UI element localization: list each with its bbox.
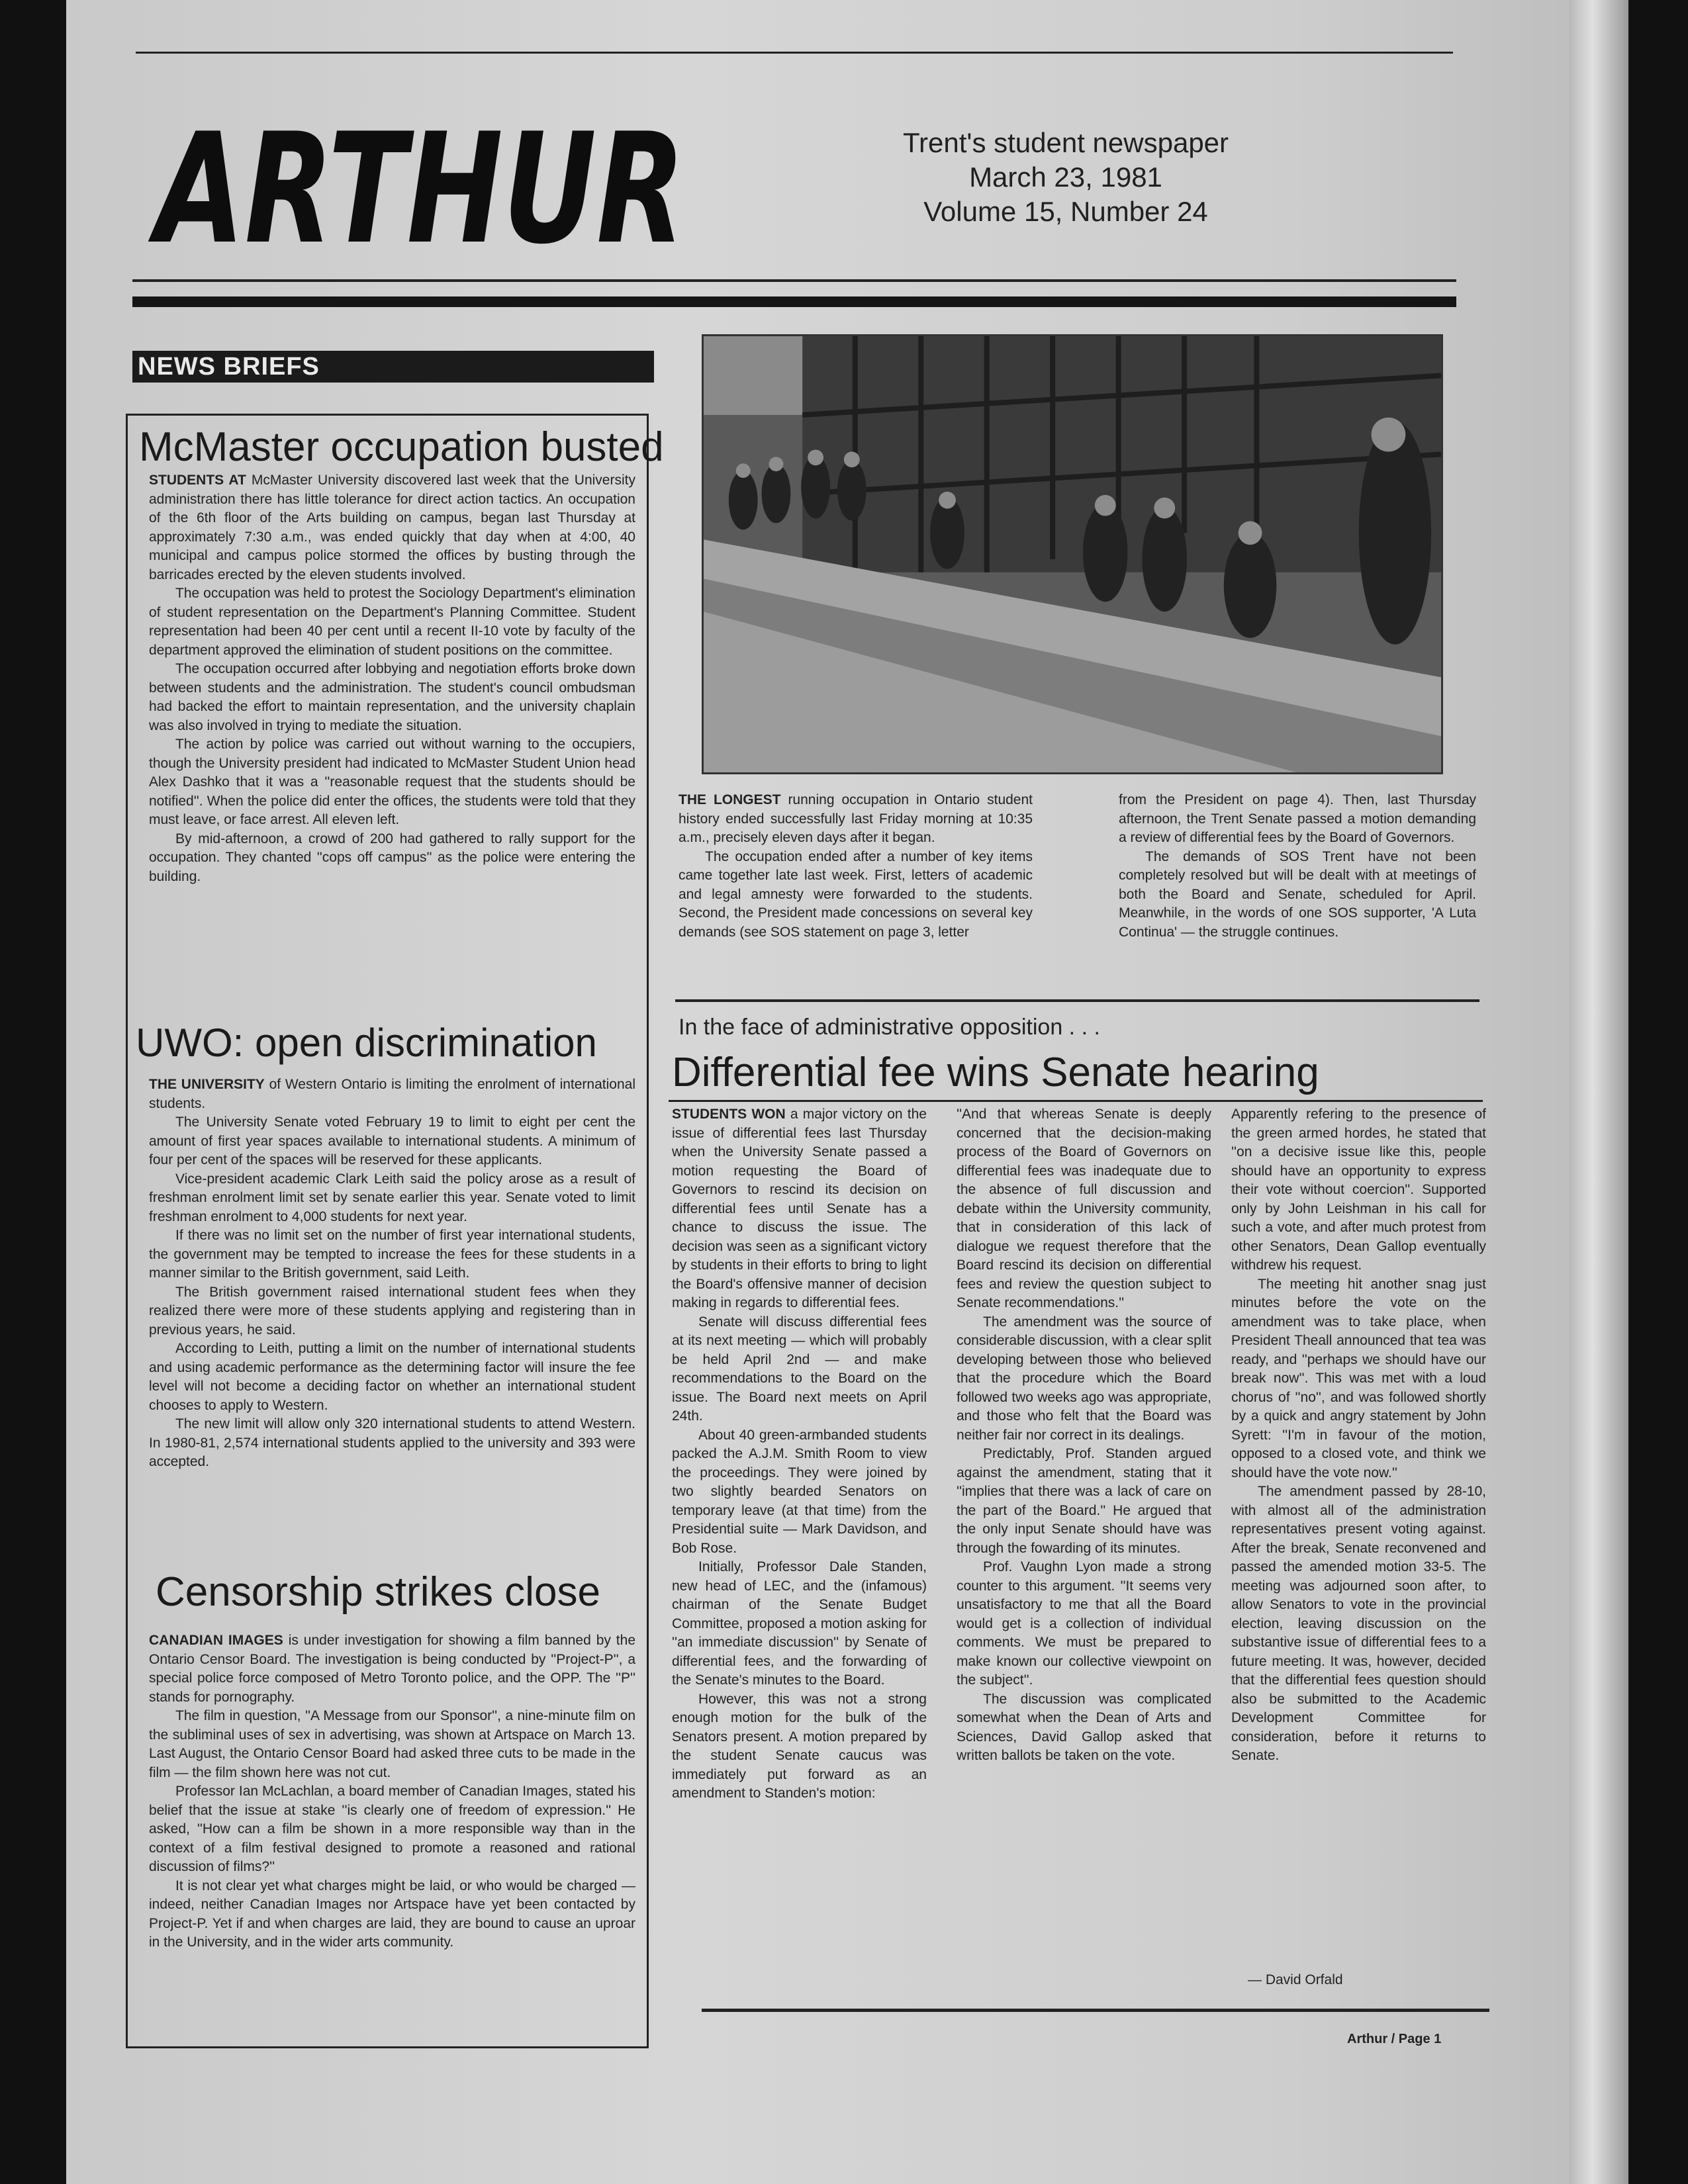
uwo-article: THE UNIVERSITY of Western Ontario is limiting the enrolment of international students. The University Senate voted February 19 to limit to eight per cent the amount of first year spaces available to international students. A minimum of four per cent of the spaces will be reserved for these applicants. Vice-president academic Clark Leith said the policy arose as a result of freshman enrolment limit set by senate earlier this year. Senate voted to limit freshman enrolment to 4,000 students for next year. If there was no limit set on the number of first year international students, the government may be tempted to increase the fees for these students in a manner similar to the British government, said Leith. The British government raised international student fees when they realized there were more of these students applying and registering than in previous years, he said. According to Leith, putting a limit on the number of international students and using academic performance as the determining factor will insure the fee level will not become a deciding factor on whether an international student chooses to apply to Western. The new limit will allow only 320 international students to attend Western. In 1980-81, 2,574 international students applied to the university and 393 were accepted. (149, 1077, 635, 1469)
news-briefs-tag: NEWS BRIEFS (132, 351, 654, 383)
bottom-rule (702, 2009, 1489, 2012)
masthead-rule-top (132, 279, 1456, 282)
caption-rule (675, 999, 1479, 1002)
censorship-article: CANADIAN IMAGES is under investigation for showing a film banned by the Ontario Censor Board. The investigation is being conducted by ''Project-P'', a special police force composed of Metro Toronto police, and the OPP. The ''P'' stands for pornography. The film in question, ''A Message from our Sponsor'', a nine-minute film on the subliminal uses of sex in advertising, was shown at Artspace on March 13. Last August, the Ontario Censor Board had asked three cuts to be made in the film — the film shown here was not cut. Professor Ian McLachlan, a board member of Canadian Images, stated his belief that the issue at stake ''is clearly one of freedom of expression.'' He asked, ''How can a film be shown in a more responsible way than in the context of a film festival designed to promote a reasoned and rational discussion of films?'' It is not clear yet what charges might be laid, or who would be charged — indeed, neither Canadian Images nor Artspace have yet been contacted by Project-P. Yet if and when charges are laid, they are bound to cause an uproar in the University, and in the wider arts community. (149, 1633, 636, 1950)
lead-caps: THE UNIVERSITY (149, 1077, 265, 1092)
censorship-headline: Censorship strikes close (156, 1569, 600, 1615)
differential-col2: ''And that whereas Senate is deeply concerned that the decision-making process of the Board of Governors on differential fees was inadequate due to the absence of full discussion and debate within the University community, that in consideration of this lack of dialogue we request therefore that the Board rescind its decision on differential fees and review the question subject to Senate recommendations.'' The amendment was the source of considerable discussion, with a clear split developing between those who believed that the procedure which the Board followed two weeks ago was appropriate, and those who felt that the Board was neither fair nor correct in its dealings. Predictably, Prof. Standen argued against the amendment, stating that it ''implies that there was a lack of care on the part of the Board.'' He argued that the only input Senate should have was through the fowarding of its minutes. Prof. Vaughn Lyon made a strong counter to this argument. ''It seems very unsatisfactory to me that all the Board would get is a collection of individual comments. We must be prepared to make known our collective viewpoint on the subject''. The discussion was complicated somewhat when the Dean of Arts and Sciences, David Gallop asked that written ballots be taken on the vote. (957, 1107, 1211, 1763)
differential-headline: Differential fee wins Senate hearing (672, 1050, 1319, 1095)
photo-caption-col2: from the President on page 4). Then, last Thursday afternoon, the Trent Senate passed a motion demanding a review of differential fees by the Board of Governors. The demands of SOS Trent have not been completely resolved but will be dealt with at meetings of both the Board and Senate, scheduled for April. Meanwhile, in the words of one SOS supporter, 'A Luta Continua' — the struggle continues. (1119, 792, 1476, 940)
page-fold-edge (1569, 0, 1628, 2184)
mcmaster-headline: McMaster occupation busted (139, 424, 664, 470)
uwo-headline: UWO: open discrimination (136, 1021, 597, 1065)
headline-rule (669, 1100, 1483, 1102)
lead-caps: CANADIAN IMAGES (149, 1633, 283, 1648)
byline: — David Orfald (1248, 1972, 1343, 1987)
masthead-logo (148, 99, 692, 278)
issue-volume: Volume 15, Number 24 (923, 196, 1208, 227)
occupation-photo (702, 334, 1443, 774)
top-rule (136, 52, 1453, 54)
photo-caption-col1: THE LONGEST running occupation in Ontario student history ended successfully last Friday morning at 10:35 a.m., precisely eleven days after it began. The occupation ended after a number of key items came together late last week. First, letters of academic and legal amnesty were forwarded to the students. Second, the President made concessions on several key demands (see SOS statement on page 3, letter (679, 792, 1033, 940)
paper-subtitle: Trent's student newspaper (902, 127, 1229, 158)
story-kicker: In the face of administrative opposition . . . (679, 1015, 1100, 1040)
page-folio: Arthur / Page 1 (1347, 2032, 1442, 2046)
svg-text:ARTHUR: ARTHUR (148, 101, 685, 278)
lead-caps: STUDENTS AT (149, 473, 246, 488)
mcmaster-article: STUDENTS AT McMaster University discovered last week that the University administration there has little tolerance for direct action tactics. An occupation of the 6th floor of the Arts building on campus, began last Thursday at approximately 7:30 a.m., was ended quickly that day when at 4:00, 40 municipal and campus police stormed the offices by busting through the barricades erected by the eleven students involved. The occupation was held to protest the Sociology Department's elimination of student representation on the Department's Planning Committee. Student representation had been 40 per cent until a recent II-10 vote by faculty of the department approved the elimination of student positions on the committee. The occupation occurred after lobbying and negotiation efforts broke down between students and the administration. The student's council ombudsman had backed the effort to maintain representation, and the university chaplain was also involved in trying to mediate the situation. The action by police was carried out without warning to the occupiers, though the University president had indicated to McMaster Student Union head Alex Dashko that it was a ''reasonable request that the students should be notified''. When the police did enter the offices, the students were told that they must leave, or face arrest. All eleven left. By mid-afternoon, a crowd of 200 had gathered to rally support for the occupation. They chanted ''cops off campus'' as the police were entering the building. (149, 473, 635, 884)
masthead-info (861, 126, 1271, 229)
lead-caps: THE LONGEST (679, 792, 781, 807)
differential-col3: Apparently refering to the presence of the green armed hordes, he stated that ''on a decisive issue like this, people should have an opportunity to express their vote without coercion''. Supported only by John Leishman in his call for such a vote, and after much protest from other Senators, Dean Gallop eventually withdrew his request. The meeting hit another snag just minutes before the vote on the amendment was to take place, when President Theall announced that tea was ready, and ''perhaps we should have our break now''. This was met with a loud chorus of ''no'', and was followed shortly by a quick and angry statement by John Syrett: ''I'm in favour of the motion, opposed to a closed vote, and think we should have the vote now.'' The amendment passed by 28-10, with almost all of the administration representatives present voting against. After the break, Senate reconvened and passed the amended motion 33-5. The meeting was adjourned soon after, to allow Senators to vote in the provincial election, leaving discussion on the substantive issue of differential fees to a future meeting. It was, however, decided that the differential fees question should also be submitted to the Academic Development Committee for consideration, before it returns to Senate. (1231, 1107, 1486, 1763)
differential-col1: STUDENTS WON a major victory on the issue of differential fees last Thursday when the University Senate passed a motion requesting the Board of Governors to rescind its decision on differential fees until Senate has a chance to discuss the issue. The decision was seen as a significant victory by students in their efforts to bring to light the Board's offensive manner of decision making in regards to differential fees. Senate will discuss differential fees at its next meeting — which will probably be held April 2nd — and make recommendations to the Board on the issue. The Board next meets on April 24th. About 40 green-armbanded students packed the A.J.M. Smith Room to view the proceedings. They were joined by two slightly bearded Senators on temporary leave (at that time) from the Presidential suite — Mark Davidson, and Bob Rose. Initially, Professor Dale Standen, new head of LEC, and the (infamous) chairman of the Senate Budget Committee, proposed a motion asking for ''an immediate discussion'' by Senate of differential fees, and the forwarding of the Senate's minutes to the Board. However, this was not a strong enough motion for the bulk of the Senators present. A motion prepared by the student Senate caucus was immediately put forward as an amendment to Standen's motion: (672, 1107, 927, 1801)
masthead-rule-bottom (132, 296, 1456, 307)
lead-caps: STUDENTS WON (672, 1107, 786, 1122)
issue-date: March 23, 1981 (969, 161, 1162, 193)
